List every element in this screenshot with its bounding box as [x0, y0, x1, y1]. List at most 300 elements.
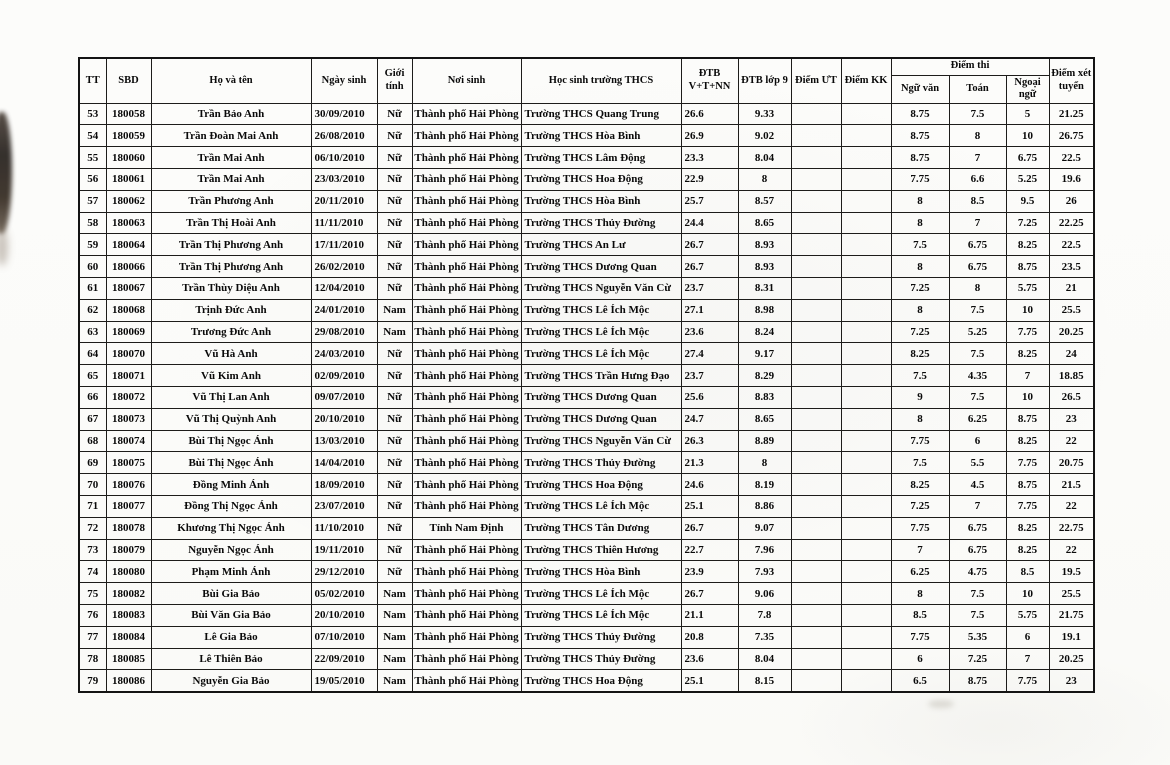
cell-diem-ut: [791, 343, 841, 365]
cell-school: Trường THCS Nguyễn Văn Cừ: [521, 430, 681, 452]
cell-ngoai-ngu: 5: [1006, 103, 1049, 125]
cell-tt: 61: [79, 278, 106, 300]
table-row: [79, 278, 1094, 300]
cell-diem-ut: [791, 190, 841, 212]
cell-diem-ut: [791, 517, 841, 539]
cell-dtb-vtnn: 27.1: [681, 299, 738, 321]
cell-xet-tuyen: 19.6: [1049, 169, 1094, 191]
cell-ngoai-ngu: 10: [1006, 387, 1049, 409]
cell-ngoai-ngu: 8.25: [1006, 539, 1049, 561]
cell-sbd: 180078: [106, 517, 151, 539]
cell-diem-ut: [791, 539, 841, 561]
cell-dtb-lop9: 7.96: [738, 539, 791, 561]
cell-ngoai-ngu: 8.75: [1006, 408, 1049, 430]
cell-ngu-van: 6.5: [891, 670, 949, 692]
cell-name: Vũ Hà Anh: [151, 343, 311, 365]
col-header-xet-tuyen: Điểm xét tuyển: [1049, 58, 1094, 103]
cell-sbd: 180060: [106, 147, 151, 169]
cell-ngu-van: 8: [891, 190, 949, 212]
cell-diem-kk: [841, 365, 891, 387]
table-row: [79, 125, 1094, 147]
col-header-ngu-van: Ngữ văn: [891, 75, 949, 103]
table-row: [79, 321, 1094, 343]
table-row: [79, 670, 1094, 692]
cell-school: Trường THCS Lê Ích Mộc: [521, 299, 681, 321]
cell-ngu-van: 8.5: [891, 605, 949, 627]
cell-xet-tuyen: 22.75: [1049, 517, 1094, 539]
cell-diem-kk: [841, 648, 891, 670]
table-row: [79, 190, 1094, 212]
table-row: [79, 539, 1094, 561]
cell-diem-ut: [791, 648, 841, 670]
cell-diem-ut: [791, 212, 841, 234]
cell-diem-ut: [791, 430, 841, 452]
cell-dtb-vtnn: 26.6: [681, 103, 738, 125]
cell-diem-kk: [841, 299, 891, 321]
cell-dob: 18/09/2010: [311, 474, 377, 496]
cell-ngoai-ngu: 8.25: [1006, 343, 1049, 365]
cell-ngu-van: 7.5: [891, 452, 949, 474]
cell-school: Trường THCS Dương Quan: [521, 408, 681, 430]
results-table-body: [79, 103, 1094, 692]
cell-toan: 7.5: [949, 387, 1006, 409]
cell-diem-ut: [791, 147, 841, 169]
cell-diem-kk: [841, 539, 891, 561]
cell-diem-kk: [841, 234, 891, 256]
cell-name: Trương Đức Anh: [151, 321, 311, 343]
cell-diem-kk: [841, 408, 891, 430]
cell-tt: 65: [79, 365, 106, 387]
cell-diem-kk: [841, 583, 891, 605]
cell-tt: 68: [79, 430, 106, 452]
cell-dtb-lop9: 7.93: [738, 561, 791, 583]
cell-dtb-lop9: 7.35: [738, 626, 791, 648]
cell-diem-kk: [841, 278, 891, 300]
cell-diem-ut: [791, 299, 841, 321]
cell-dob: 19/05/2010: [311, 670, 377, 692]
cell-ngu-van: 6: [891, 648, 949, 670]
cell-ngoai-ngu: 6: [1006, 626, 1049, 648]
cell-xet-tuyen: 25.5: [1049, 299, 1094, 321]
cell-xet-tuyen: 19.1: [1049, 626, 1094, 648]
cell-sbd: 180073: [106, 408, 151, 430]
cell-name: Nguyễn Gia Bảo: [151, 670, 311, 692]
cell-name: Lê Gia Bảo: [151, 626, 311, 648]
cell-ngu-van: 8.75: [891, 125, 949, 147]
table-row: [79, 256, 1094, 278]
cell-ngoai-ngu: 5.25: [1006, 169, 1049, 191]
cell-toan: 7.5: [949, 299, 1006, 321]
cell-dob: 26/08/2010: [311, 125, 377, 147]
cell-dtb-vtnn: 23.7: [681, 278, 738, 300]
cell-sbd: 180084: [106, 626, 151, 648]
cell-dtb-lop9: 8.98: [738, 299, 791, 321]
cell-name: Lê Thiên Bảo: [151, 648, 311, 670]
col-header-name: Họ và tên: [151, 58, 311, 103]
cell-school: Trường THCS Lê Ích Mộc: [521, 583, 681, 605]
cell-ngu-van: 9: [891, 387, 949, 409]
cell-toan: 6.75: [949, 256, 1006, 278]
cell-ngoai-ngu: 7: [1006, 365, 1049, 387]
cell-name: Nguyễn Ngọc Ánh: [151, 539, 311, 561]
cell-birthplace: Thành phố Hải Phòng: [412, 365, 521, 387]
cell-ngoai-ngu: 8.25: [1006, 234, 1049, 256]
cell-ngoai-ngu: 10: [1006, 125, 1049, 147]
cell-gender: Nữ: [377, 190, 412, 212]
cell-gender: Nữ: [377, 103, 412, 125]
cell-dtb-vtnn: 21.3: [681, 452, 738, 474]
table-row: [79, 212, 1094, 234]
cell-birthplace: Thành phố Hải Phòng: [412, 648, 521, 670]
cell-tt: 66: [79, 387, 106, 409]
cell-toan: 6.75: [949, 539, 1006, 561]
cell-xet-tuyen: 21.75: [1049, 605, 1094, 627]
cell-gender: Nữ: [377, 147, 412, 169]
table-row: [79, 583, 1094, 605]
cell-diem-ut: [791, 452, 841, 474]
cell-gender: Nam: [377, 670, 412, 692]
cell-diem-ut: [791, 626, 841, 648]
cell-dtb-vtnn: 26.7: [681, 256, 738, 278]
cell-birthplace: Thành phố Hải Phòng: [412, 256, 521, 278]
cell-gender: Nữ: [377, 474, 412, 496]
cell-school: Trường THCS Hòa Bình: [521, 190, 681, 212]
table-row: [79, 365, 1094, 387]
col-header-dtb-lop9: ĐTB lớp 9: [738, 58, 791, 103]
cell-school: Trường THCS Tân Dương: [521, 517, 681, 539]
cell-school: Trường THCS Thủy Đường: [521, 648, 681, 670]
col-header-tt: TT: [79, 58, 106, 103]
cell-dob: 20/11/2010: [311, 190, 377, 212]
cell-ngoai-ngu: 7.75: [1006, 496, 1049, 518]
cell-dtb-vtnn: 26.7: [681, 517, 738, 539]
cell-dtb-lop9: 8.15: [738, 670, 791, 692]
scan-artifact-smudge: [0, 112, 12, 234]
table-row: [79, 452, 1094, 474]
cell-ngoai-ngu: 7: [1006, 648, 1049, 670]
cell-birthplace: Thành phố Hải Phòng: [412, 539, 521, 561]
cell-diem-kk: [841, 256, 891, 278]
cell-birthplace: Thành phố Hải Phòng: [412, 430, 521, 452]
cell-xet-tuyen: 26.5: [1049, 387, 1094, 409]
cell-dob: 12/04/2010: [311, 278, 377, 300]
cell-diem-kk: [841, 474, 891, 496]
cell-sbd: 180083: [106, 605, 151, 627]
table-row: [79, 343, 1094, 365]
cell-xet-tuyen: 21.25: [1049, 103, 1094, 125]
cell-birthplace: Thành phố Hải Phòng: [412, 408, 521, 430]
cell-diem-kk: [841, 626, 891, 648]
cell-toan: 7.5: [949, 605, 1006, 627]
cell-ngoai-ngu: 7.75: [1006, 670, 1049, 692]
cell-dob: 23/03/2010: [311, 169, 377, 191]
cell-dob: 24/01/2010: [311, 299, 377, 321]
table-row: [79, 474, 1094, 496]
cell-dob: 05/02/2010: [311, 583, 377, 605]
cell-tt: 79: [79, 670, 106, 692]
cell-name: Trần Thị Hoài Anh: [151, 212, 311, 234]
cell-name: Bùi Thị Ngọc Ánh: [151, 452, 311, 474]
cell-dtb-lop9: 8.83: [738, 387, 791, 409]
cell-ngu-van: 8.25: [891, 474, 949, 496]
cell-gender: Nam: [377, 583, 412, 605]
table-row: [79, 561, 1094, 583]
cell-school: Trường THCS Hòa Bình: [521, 561, 681, 583]
cell-dtb-lop9: 8.89: [738, 430, 791, 452]
cell-ngoai-ngu: 7.75: [1006, 321, 1049, 343]
cell-school: Trường THCS Hoa Động: [521, 169, 681, 191]
col-header-toan: Toán: [949, 75, 1006, 103]
cell-diem-kk: [841, 670, 891, 692]
cell-xet-tuyen: 26: [1049, 190, 1094, 212]
cell-school: Trường THCS Thủy Đường: [521, 626, 681, 648]
cell-toan: 7.25: [949, 648, 1006, 670]
col-header-diem-kk: Điểm KK: [841, 58, 891, 103]
cell-ngu-van: 8.25: [891, 343, 949, 365]
cell-diem-ut: [791, 670, 841, 692]
cell-dob: 06/10/2010: [311, 147, 377, 169]
cell-ngoai-ngu: 8.5: [1006, 561, 1049, 583]
cell-name: Vũ Kim Anh: [151, 365, 311, 387]
cell-school: Trường THCS Thiên Hương: [521, 539, 681, 561]
cell-gender: Nữ: [377, 539, 412, 561]
cell-tt: 77: [79, 626, 106, 648]
cell-diem-kk: [841, 125, 891, 147]
cell-diem-ut: [791, 125, 841, 147]
cell-birthplace: Thành phố Hải Phòng: [412, 474, 521, 496]
cell-tt: 70: [79, 474, 106, 496]
cell-dob: 14/04/2010: [311, 452, 377, 474]
cell-xet-tuyen: 18.85: [1049, 365, 1094, 387]
cell-dtb-lop9: 8.93: [738, 234, 791, 256]
cell-toan: 7.5: [949, 343, 1006, 365]
cell-xet-tuyen: 21.5: [1049, 474, 1094, 496]
cell-xet-tuyen: 24: [1049, 343, 1094, 365]
cell-birthplace: Thành phố Hải Phòng: [412, 626, 521, 648]
cell-name: Trần Thị Phương Anh: [151, 234, 311, 256]
cell-tt: 56: [79, 169, 106, 191]
cell-dtb-lop9: 8: [738, 169, 791, 191]
cell-gender: Nam: [377, 299, 412, 321]
cell-dtb-vtnn: 24.4: [681, 212, 738, 234]
cell-birthplace: Thành phố Hải Phòng: [412, 169, 521, 191]
cell-dob: 17/11/2010: [311, 234, 377, 256]
cell-gender: Nữ: [377, 408, 412, 430]
cell-dtb-vtnn: 26.7: [681, 234, 738, 256]
cell-toan: 8.5: [949, 190, 1006, 212]
cell-xet-tuyen: 20.25: [1049, 321, 1094, 343]
cell-school: Trường THCS Nguyễn Văn Cừ: [521, 278, 681, 300]
cell-diem-kk: [841, 605, 891, 627]
cell-school: Trường THCS Dương Quan: [521, 256, 681, 278]
cell-dob: 13/03/2010: [311, 430, 377, 452]
cell-sbd: 180059: [106, 125, 151, 147]
cell-gender: Nữ: [377, 561, 412, 583]
cell-school: Trường THCS Lê Ích Mộc: [521, 605, 681, 627]
cell-birthplace: Thành phố Hải Phòng: [412, 103, 521, 125]
cell-ngoai-ngu: 10: [1006, 299, 1049, 321]
cell-diem-ut: [791, 321, 841, 343]
cell-ngu-van: 8: [891, 299, 949, 321]
cell-xet-tuyen: 21: [1049, 278, 1094, 300]
cell-dtb-vtnn: 23.9: [681, 561, 738, 583]
cell-xet-tuyen: 23: [1049, 408, 1094, 430]
cell-xet-tuyen: 22: [1049, 430, 1094, 452]
cell-dob: 09/07/2010: [311, 387, 377, 409]
cell-tt: 64: [79, 343, 106, 365]
cell-diem-kk: [841, 517, 891, 539]
cell-name: Trần Phương Anh: [151, 190, 311, 212]
cell-tt: 63: [79, 321, 106, 343]
cell-dtb-lop9: 8.65: [738, 212, 791, 234]
cell-xet-tuyen: 22.5: [1049, 234, 1094, 256]
table-row: [79, 648, 1094, 670]
cell-school: Trường THCS Thủy Đường: [521, 452, 681, 474]
cell-gender: Nữ: [377, 365, 412, 387]
table-row: [79, 430, 1094, 452]
cell-gender: Nữ: [377, 496, 412, 518]
cell-dob: 29/12/2010: [311, 561, 377, 583]
cell-toan: 5.5: [949, 452, 1006, 474]
cell-dtb-vtnn: 23.6: [681, 321, 738, 343]
cell-dob: 19/11/2010: [311, 539, 377, 561]
cell-birthplace: Thành phố Hải Phòng: [412, 561, 521, 583]
cell-ngu-van: 8: [891, 583, 949, 605]
cell-ngu-van: 8: [891, 212, 949, 234]
cell-dob: 30/09/2010: [311, 103, 377, 125]
cell-school: Trường THCS Hoa Động: [521, 670, 681, 692]
cell-birthplace: Thành phố Hải Phòng: [412, 190, 521, 212]
cell-ngoai-ngu: 9.5: [1006, 190, 1049, 212]
cell-birthplace: Thành phố Hải Phòng: [412, 343, 521, 365]
cell-birthplace: Thành phố Hải Phòng: [412, 299, 521, 321]
cell-ngu-van: 7.5: [891, 234, 949, 256]
cell-sbd: 180076: [106, 474, 151, 496]
cell-sbd: 180063: [106, 212, 151, 234]
cell-name: Phạm Minh Ánh: [151, 561, 311, 583]
cell-diem-ut: [791, 605, 841, 627]
cell-gender: Nữ: [377, 212, 412, 234]
cell-xet-tuyen: 22: [1049, 496, 1094, 518]
cell-sbd: 180082: [106, 583, 151, 605]
cell-gender: Nữ: [377, 430, 412, 452]
cell-ngu-van: 8: [891, 256, 949, 278]
cell-sbd: 180066: [106, 256, 151, 278]
cell-gender: Nữ: [377, 452, 412, 474]
cell-tt: 72: [79, 517, 106, 539]
cell-diem-kk: [841, 321, 891, 343]
cell-diem-kk: [841, 387, 891, 409]
cell-diem-kk: [841, 212, 891, 234]
cell-name: Trịnh Đức Anh: [151, 299, 311, 321]
cell-ngu-van: 7: [891, 539, 949, 561]
cell-ngu-van: 8: [891, 408, 949, 430]
cell-tt: 73: [79, 539, 106, 561]
cell-gender: Nữ: [377, 234, 412, 256]
cell-ngoai-ngu: 7.25: [1006, 212, 1049, 234]
cell-school: Trường THCS An Lư: [521, 234, 681, 256]
cell-birthplace: Thành phố Hải Phòng: [412, 321, 521, 343]
cell-diem-kk: [841, 496, 891, 518]
cell-ngu-van: 8.75: [891, 103, 949, 125]
cell-gender: Nữ: [377, 256, 412, 278]
cell-dtb-lop9: 8.24: [738, 321, 791, 343]
cell-birthplace: Thành phố Hải Phòng: [412, 583, 521, 605]
cell-tt: 59: [79, 234, 106, 256]
cell-toan: 7.5: [949, 103, 1006, 125]
cell-school: Trường THCS Lê Ích Mộc: [521, 321, 681, 343]
cell-tt: 71: [79, 496, 106, 518]
cell-toan: 6.25: [949, 408, 1006, 430]
cell-toan: 7: [949, 496, 1006, 518]
cell-diem-ut: [791, 408, 841, 430]
cell-sbd: 180069: [106, 321, 151, 343]
cell-birthplace: Thành phố Hải Phòng: [412, 234, 521, 256]
cell-dtb-vtnn: 22.7: [681, 539, 738, 561]
cell-dtb-vtnn: 24.6: [681, 474, 738, 496]
cell-toan: 5.25: [949, 321, 1006, 343]
cell-diem-ut: [791, 169, 841, 191]
cell-ngu-van: 7.75: [891, 169, 949, 191]
cell-tt: 76: [79, 605, 106, 627]
cell-name: Vũ Thị Lan Anh: [151, 387, 311, 409]
col-header-sbd: SBD: [106, 58, 151, 103]
cell-xet-tuyen: 26.75: [1049, 125, 1094, 147]
cell-ngu-van: 7.75: [891, 517, 949, 539]
cell-xet-tuyen: 20.25: [1049, 648, 1094, 670]
cell-ngu-van: 7.75: [891, 626, 949, 648]
cell-toan: 4.75: [949, 561, 1006, 583]
cell-birthplace: Thành phố Hải Phòng: [412, 605, 521, 627]
cell-birthplace: Tỉnh Nam Định: [412, 517, 521, 539]
cell-ngoai-ngu: 8.25: [1006, 430, 1049, 452]
cell-sbd: 180067: [106, 278, 151, 300]
cell-dtb-vtnn: 20.8: [681, 626, 738, 648]
cell-diem-ut: [791, 234, 841, 256]
cell-diem-ut: [791, 278, 841, 300]
cell-dtb-vtnn: 23.3: [681, 147, 738, 169]
cell-toan: 7: [949, 147, 1006, 169]
cell-dtb-lop9: 8.31: [738, 278, 791, 300]
cell-dtb-vtnn: 25.7: [681, 190, 738, 212]
cell-dtb-vtnn: 25.6: [681, 387, 738, 409]
cell-dtb-lop9: 8.57: [738, 190, 791, 212]
col-header-diem-thi: Điểm thi: [891, 58, 1049, 75]
table-row: [79, 234, 1094, 256]
cell-birthplace: Thành phố Hải Phòng: [412, 212, 521, 234]
cell-birthplace: Thành phố Hải Phòng: [412, 670, 521, 692]
cell-dtb-lop9: 9.33: [738, 103, 791, 125]
cell-ngoai-ngu: 8.75: [1006, 256, 1049, 278]
cell-dob: 23/07/2010: [311, 496, 377, 518]
cell-dob: 02/09/2010: [311, 365, 377, 387]
table-row: [79, 299, 1094, 321]
cell-school: Trường THCS Quang Trung: [521, 103, 681, 125]
table-row: [79, 605, 1094, 627]
cell-dob: 22/09/2010: [311, 648, 377, 670]
cell-dtb-vtnn: 26.7: [681, 583, 738, 605]
cell-gender: Nam: [377, 605, 412, 627]
cell-ngu-van: 8.75: [891, 147, 949, 169]
cell-name: Bùi Văn Gia Bảo: [151, 605, 311, 627]
cell-gender: Nữ: [377, 169, 412, 191]
cell-toan: 8: [949, 278, 1006, 300]
cell-school: Trường THCS Hoa Động: [521, 474, 681, 496]
cell-gender: Nữ: [377, 343, 412, 365]
cell-sbd: 180071: [106, 365, 151, 387]
cell-xet-tuyen: 22: [1049, 539, 1094, 561]
cell-school: Trường THCS Trần Hưng Đạo: [521, 365, 681, 387]
